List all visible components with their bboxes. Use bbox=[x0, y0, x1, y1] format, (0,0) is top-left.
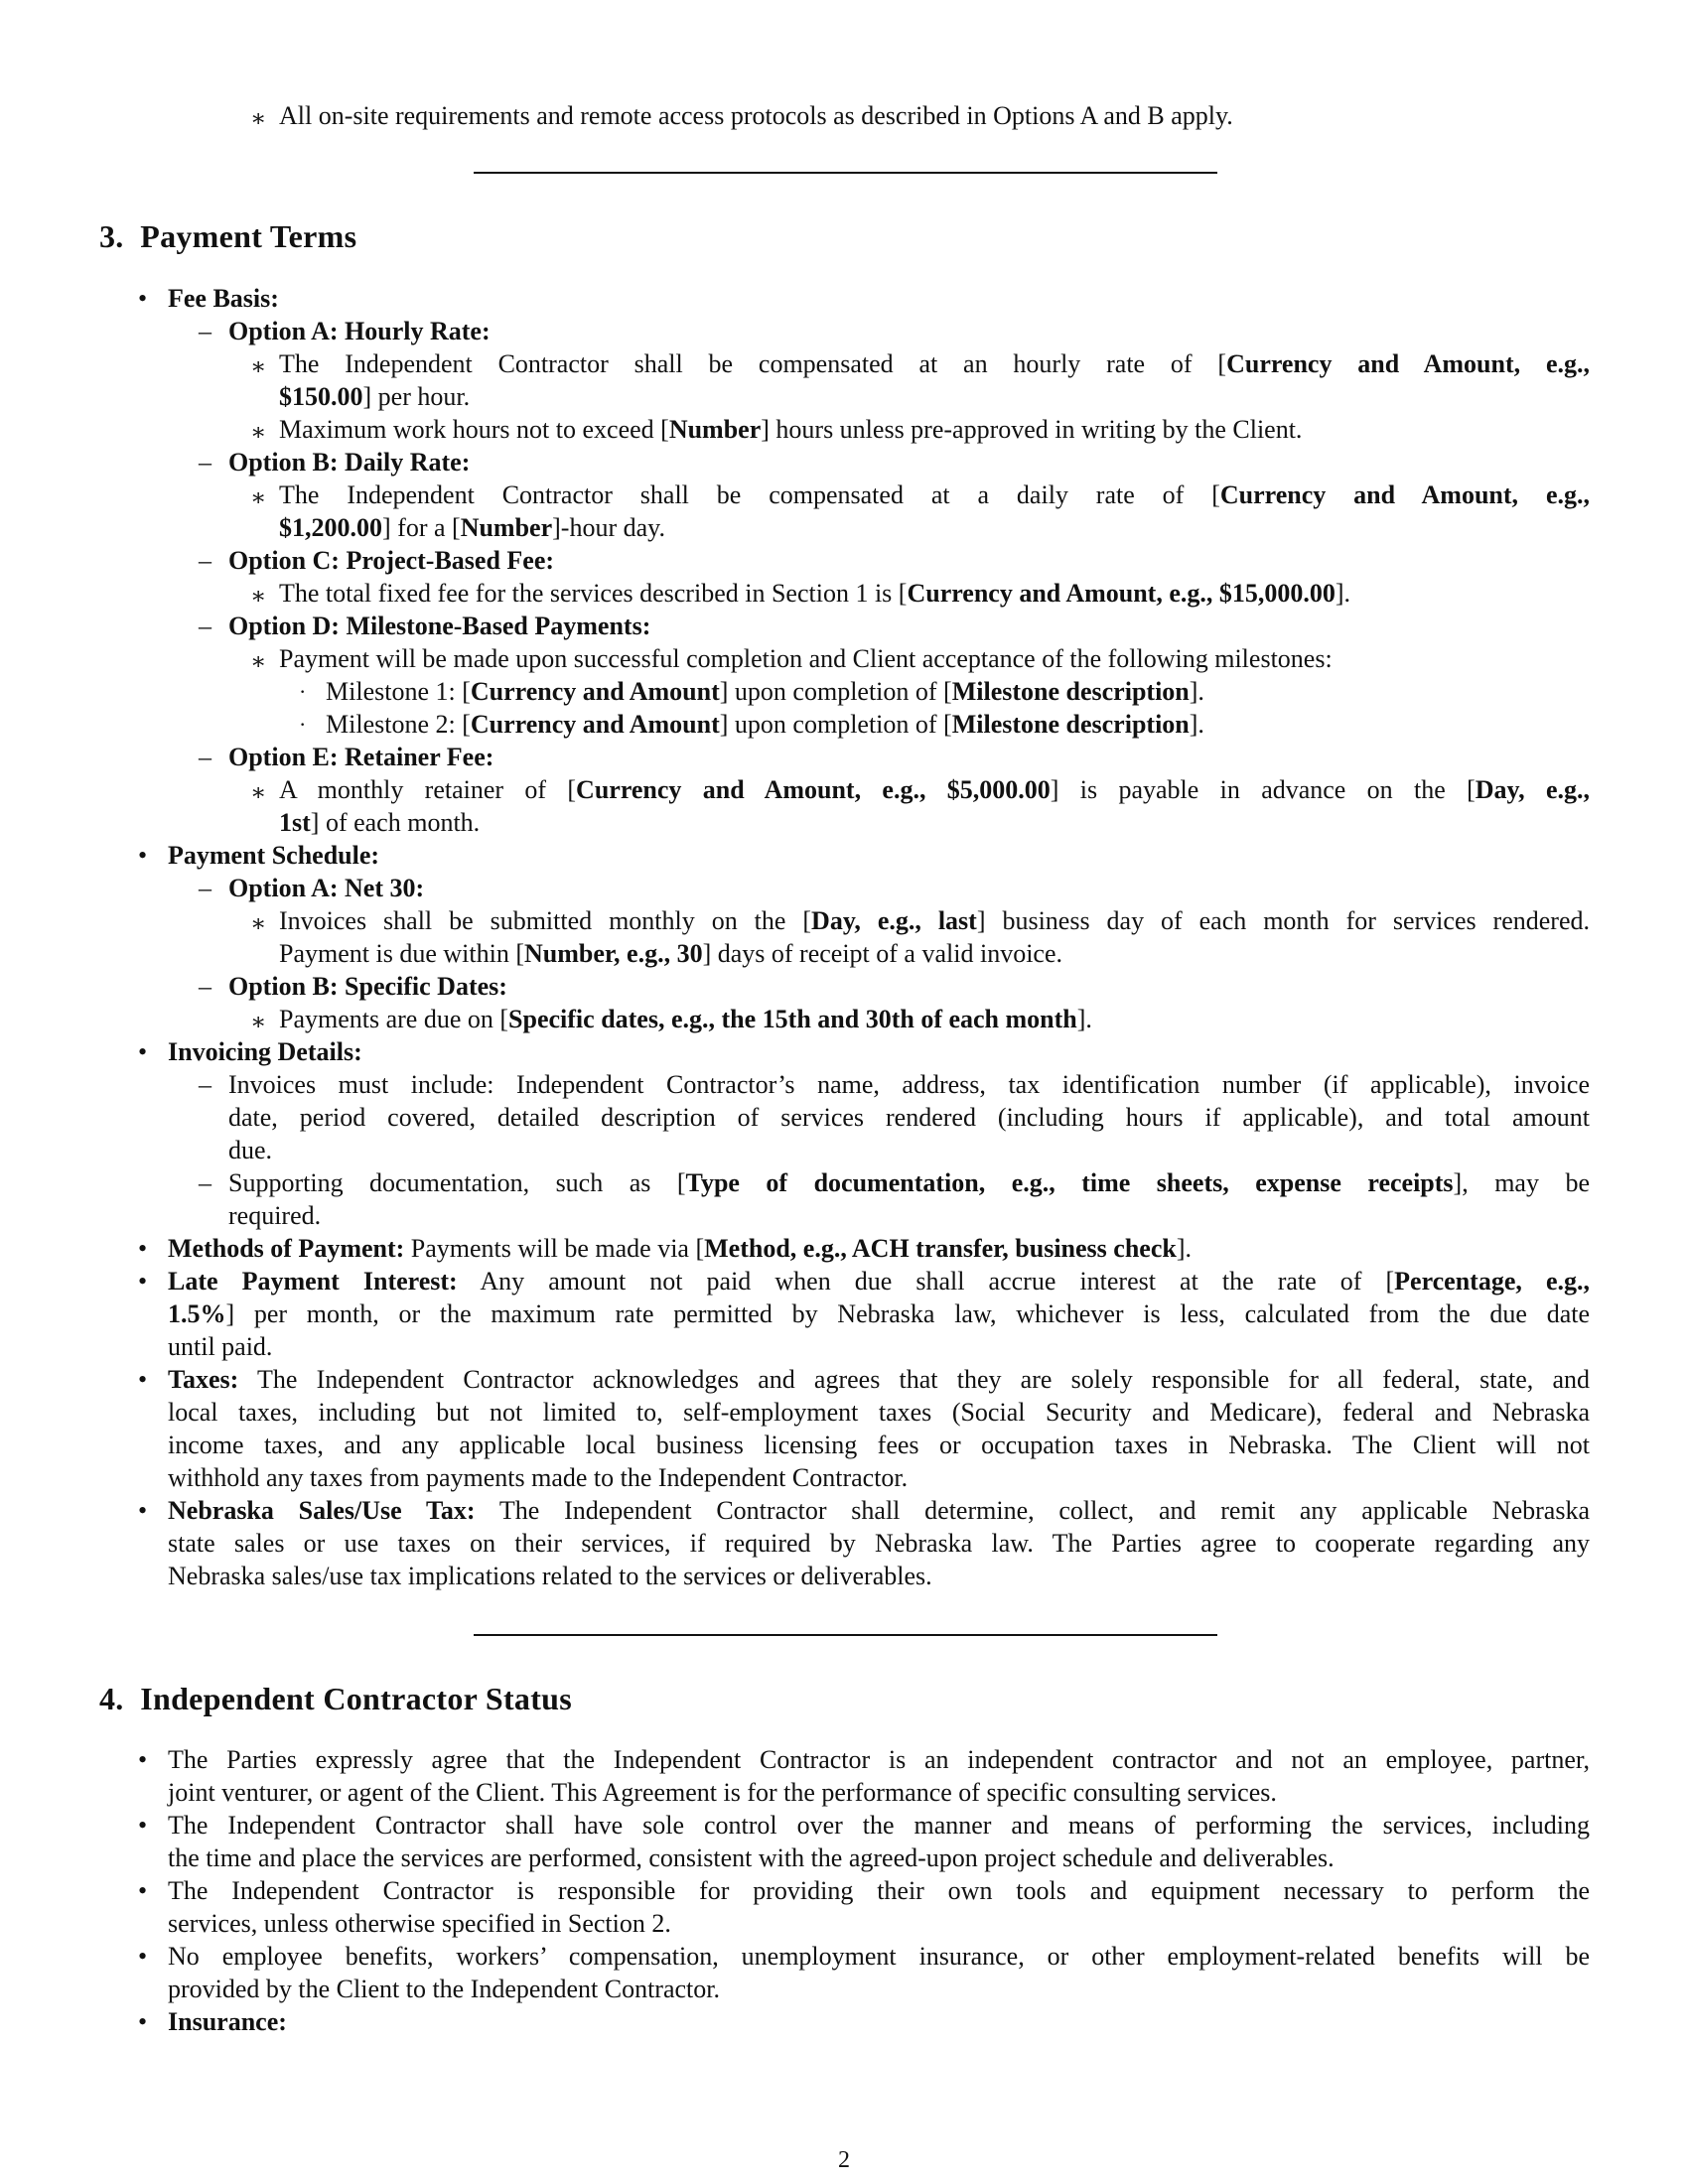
late-payment-text-cont: 1.5%] per month, or the maximum rate permitted by Nebraska law, whichever is less, calculated from the due date bbox=[168, 1299, 1590, 1328]
bullet-dot: • bbox=[138, 1037, 148, 1066]
sales-tax-text-3: Nebraska sales/use tax implications related to the services or deliverables. bbox=[168, 1562, 932, 1590]
invoicing-details-label: Invoicing Details: bbox=[168, 1037, 362, 1066]
dash-bullet: – bbox=[199, 612, 211, 640]
status-item-1: The Parties expressly agree that the Independent Contractor is an independent contractor and not an employee, partner, bbox=[168, 1745, 1590, 1774]
section-3-number: 3. bbox=[99, 218, 124, 254]
taxes-text-2: local taxes, including but not limited to, self-employment taxes (Social Security and Medicare), federal and Nebraska bbox=[168, 1398, 1590, 1427]
option-b-daily-label: Option B: Daily Rate: bbox=[228, 448, 471, 477]
bullet-dot: • bbox=[138, 2007, 148, 2036]
taxes-text: Taxes: The Independent Contractor acknowledges and agrees that they are solely responsible for all federal, state, and bbox=[168, 1365, 1590, 1394]
payment-schedule-label: Payment Schedule: bbox=[168, 841, 380, 870]
dash-bullet: – bbox=[199, 743, 211, 771]
taxes-text-3: income taxes, and any applicable local business licensing fees or occupation taxes in Nebraska. The Client will not bbox=[168, 1431, 1590, 1459]
daily-rate-text-cont: $1,200.00] for a [Number]-hour day. bbox=[279, 513, 665, 542]
section-4-heading bbox=[99, 1683, 572, 1715]
dash-bullet: – bbox=[199, 1168, 211, 1197]
retainer-text: A monthly retainer of [Currency and Amount, e.g., $5,000.00] is payable in advance on the [Day, e.g., bbox=[279, 775, 1590, 804]
max-hours-text: Maximum work hours not to exceed [Number] hours unless pre-approved in writing by the Client. bbox=[279, 415, 1303, 444]
status-item-2-cont: the time and place the services are performed, consistent with the agreed-upon project schedule and deliverables. bbox=[168, 1843, 1335, 1872]
daily-rate-text: The Independent Contractor shall be compensated at a daily rate of [Currency and Amount, e.g., bbox=[279, 480, 1590, 509]
bullet-dot: • bbox=[138, 1876, 148, 1905]
retainer-text-cont: 1st] of each month. bbox=[279, 808, 481, 837]
section-3-title: Payment Terms bbox=[140, 218, 357, 254]
option-a-hourly-label: Option A: Hourly Rate: bbox=[228, 317, 491, 345]
option-c-project-label: Option C: Project-Based Fee: bbox=[228, 546, 555, 575]
bullet-dot: • bbox=[138, 1267, 148, 1296]
status-item-3-cont: services, unless otherwise specified in Section 2. bbox=[168, 1909, 671, 1938]
status-item-1-cont: joint venturer, or agent of the Client. This Agreement is for the performance of specific consulting services. bbox=[168, 1778, 1277, 1807]
bullet-dot: • bbox=[138, 1811, 148, 1840]
hourly-rate-text: The Independent Contractor shall be compensated at an hourly rate of [Currency and Amount, e.g., bbox=[279, 349, 1590, 378]
section-4-number: 4. bbox=[99, 1681, 124, 1716]
status-item-2: The Independent Contractor shall have sole control over the manner and means of performing the services, including bbox=[168, 1811, 1590, 1840]
status-item-4: No employee benefits, workers’ compensation, unemployment insurance, or other employment-related benefits will be bbox=[168, 1942, 1590, 1971]
invoice-requirements-text-cont: date, period covered, detailed description of services rendered (including hours if applicable), and total amount bbox=[228, 1103, 1590, 1132]
invoice-requirements-text-end: due. bbox=[228, 1136, 273, 1164]
taxes-text-4: withhold any taxes from payments made to the Independent Contractor. bbox=[168, 1463, 909, 1492]
supporting-docs-text: Supporting documentation, such as [Type of documentation, e.g., time sheets, expense receipts], may be bbox=[228, 1168, 1590, 1197]
asterisk-bullet: ∗ bbox=[250, 106, 267, 132]
late-payment-text-end: until paid. bbox=[168, 1332, 273, 1361]
section-divider bbox=[474, 1634, 1217, 1636]
supporting-docs-text-cont: required. bbox=[228, 1201, 322, 1230]
middot-bullet: · bbox=[299, 712, 307, 737]
asterisk-bullet: ∗ bbox=[250, 780, 267, 806]
dash-bullet: – bbox=[199, 546, 211, 575]
methods-of-payment-text: Methods of Payment: Payments will be made via [Method, e.g., ACH transfer, business check]. bbox=[168, 1234, 1193, 1263]
hourly-rate-text-cont: $150.00] per hour. bbox=[279, 382, 471, 411]
bullet-dot: • bbox=[138, 1234, 148, 1263]
dash-bullet: – bbox=[199, 972, 211, 1001]
dash-bullet: – bbox=[199, 1070, 211, 1099]
bullet-dot: • bbox=[138, 1942, 148, 1971]
insurance-label: Insurance: bbox=[168, 2007, 287, 2036]
option-a-net30-label: Option A: Net 30: bbox=[228, 874, 425, 902]
asterisk-bullet: ∗ bbox=[250, 1010, 267, 1035]
bullet-dot: • bbox=[138, 1745, 148, 1774]
option-b-specific-dates-label: Option B: Specific Dates: bbox=[228, 972, 507, 1001]
asterisk-bullet: ∗ bbox=[250, 485, 267, 511]
dash-bullet: – bbox=[199, 448, 211, 477]
bullet-dot: • bbox=[138, 1496, 148, 1525]
milestone-2-text: Milestone 2: [Currency and Amount] upon completion of [Milestone description]. bbox=[326, 710, 1204, 739]
milestone-intro-text: Payment will be made upon successful completion and Client acceptance of the following milestones: bbox=[279, 644, 1333, 673]
specific-dates-text: Payments are due on [Specific dates, e.g., the 15th and 30th of each month]. bbox=[279, 1005, 1092, 1033]
section-4-title: Independent Contractor Status bbox=[140, 1681, 573, 1716]
asterisk-bullet: ∗ bbox=[250, 354, 267, 380]
late-payment-text: Late Payment Interest: Any amount not paid when due shall accrue interest at the rate of [Percentage, e.g., bbox=[168, 1267, 1590, 1296]
status-item-3: The Independent Contractor is responsible for providing their own tools and equipment necessary to perform the bbox=[168, 1876, 1590, 1905]
bullet-dot: • bbox=[138, 841, 148, 870]
page-number: 2 bbox=[838, 2147, 850, 2173]
status-item-4-cont: provided by the Client to the Independent Contractor. bbox=[168, 1975, 720, 2003]
sales-tax-text: Nebraska Sales/Use Tax: The Independent Contractor shall determine, collect, and remit any applicable Nebraska bbox=[168, 1496, 1590, 1525]
middot-bullet: · bbox=[299, 679, 307, 704]
asterisk-bullet: ∗ bbox=[250, 649, 267, 675]
dash-bullet: – bbox=[199, 317, 211, 345]
dash-bullet: – bbox=[199, 874, 211, 902]
sales-tax-text-2: state sales or use taxes on their services, if required by Nebraska law. The Parties agree to cooperate regarding any bbox=[168, 1529, 1590, 1558]
asterisk-bullet: ∗ bbox=[250, 420, 267, 446]
option-d-milestone-label: Option D: Milestone-Based Payments: bbox=[228, 612, 651, 640]
bullet-dot: • bbox=[138, 1365, 148, 1394]
asterisk-bullet: ∗ bbox=[250, 911, 267, 937]
invoice-requirements-text: Invoices must include: Independent Contractor’s name, address, tax identification number (if applicable), invoice bbox=[228, 1070, 1590, 1099]
option-e-retainer-label: Option E: Retainer Fee: bbox=[228, 743, 494, 771]
milestone-1-text: Milestone 1: [Currency and Amount] upon completion of [Milestone description]. bbox=[326, 677, 1204, 706]
asterisk-bullet: ∗ bbox=[250, 584, 267, 610]
net30-text-cont: Payment is due within [Number, e.g., 30] days of receipt of a valid invoice. bbox=[279, 939, 1062, 968]
top-list-item: All on-site requirements and remote access protocols as described in Options A and B apply. bbox=[279, 101, 1233, 130]
section-divider bbox=[474, 172, 1217, 174]
project-fee-text: The total fixed fee for the services described in Section 1 is [Currency and Amount, e.g., $15,000.00]. bbox=[279, 579, 1351, 608]
section-3-heading bbox=[99, 220, 356, 253]
bullet-dot: • bbox=[138, 284, 148, 313]
fee-basis-label: Fee Basis: bbox=[168, 284, 279, 313]
net30-text: Invoices shall be submitted monthly on the [Day, e.g., last] business day of each month for services rendered. bbox=[279, 906, 1590, 935]
